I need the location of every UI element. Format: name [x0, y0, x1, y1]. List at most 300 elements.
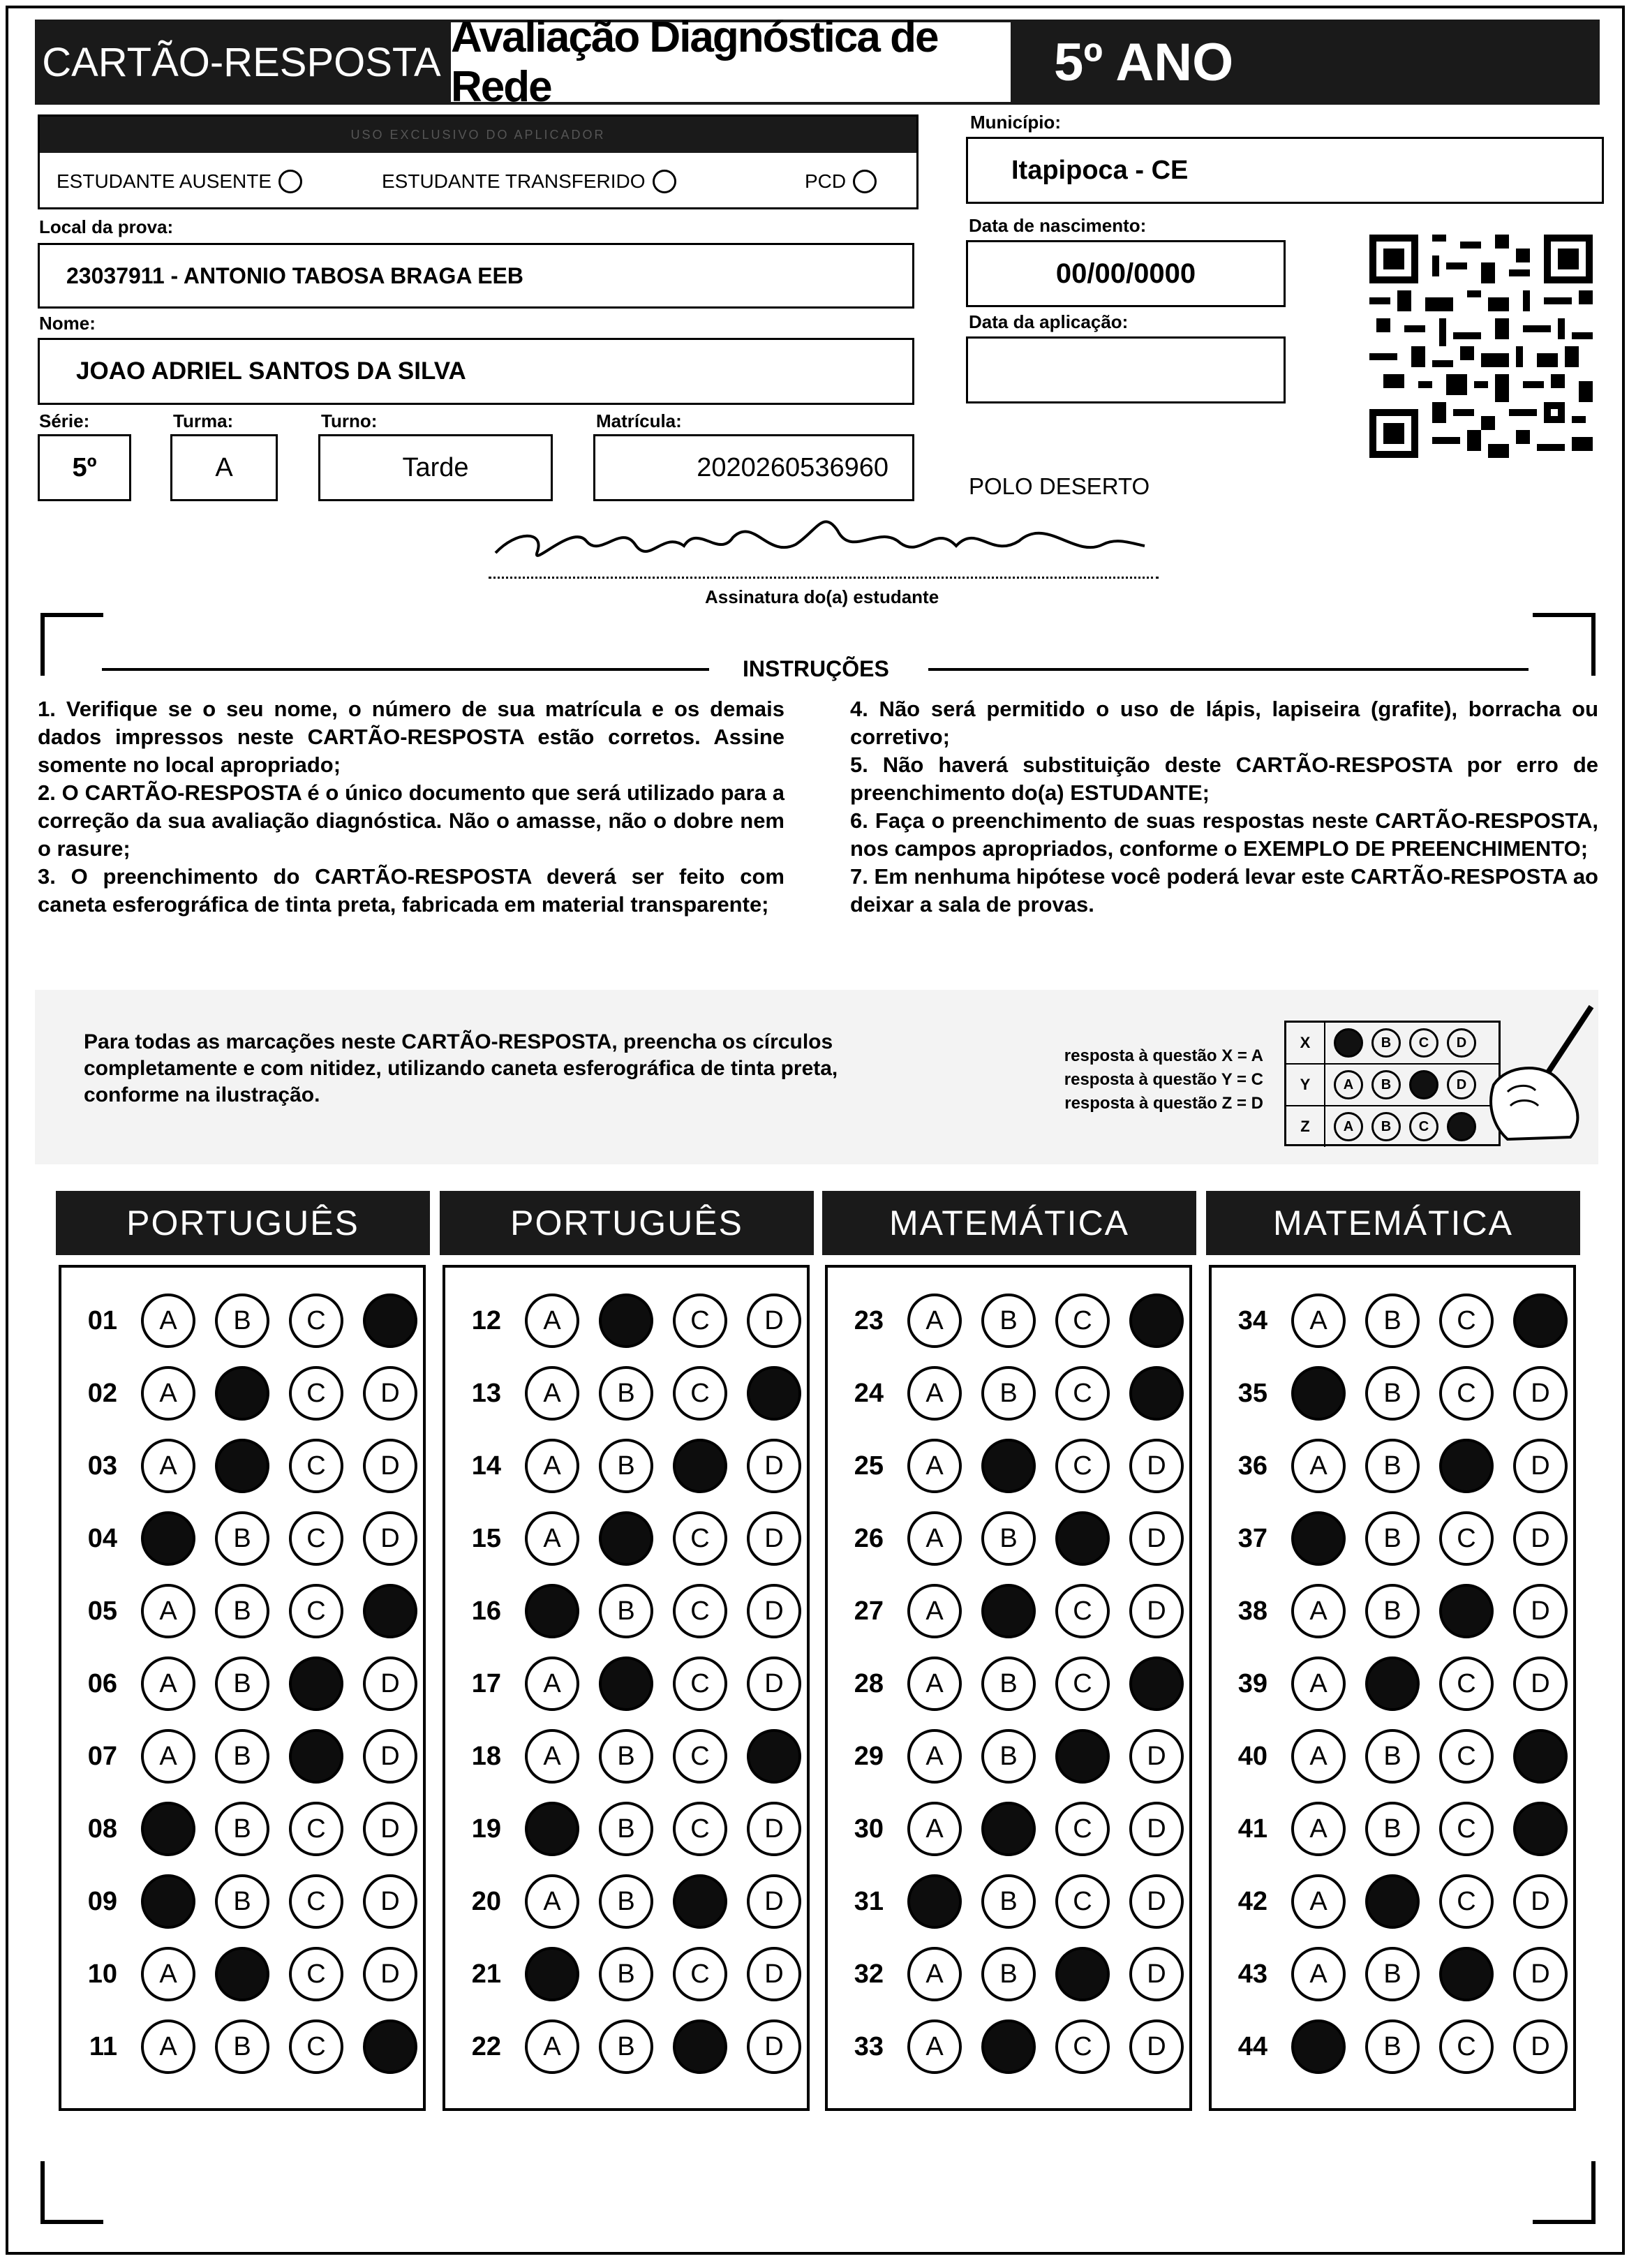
answer-bubble[interactable]: B: [215, 1584, 269, 1638]
absent-checkbox[interactable]: [278, 170, 302, 193]
answer-bubble[interactable]: D: [1129, 1511, 1184, 1566]
question-row: [61, 1430, 423, 1502]
answer-bubble-filled[interactable]: [289, 1656, 343, 1711]
example-bubble: D: [1447, 1028, 1476, 1058]
section-title: PORTUGUÊS: [56, 1191, 430, 1255]
question-row: [1212, 1938, 1573, 2010]
question-number: 30: [854, 1814, 884, 1844]
answer-bubble[interactable]: C: [673, 1511, 727, 1566]
turno-field: Tarde: [318, 434, 553, 501]
answer-bubble-filled[interactable]: [1129, 1656, 1184, 1711]
answer-bubble[interactable]: B: [1365, 1511, 1420, 1566]
answer-bubble[interactable]: B: [599, 1366, 653, 1421]
question-number: 15: [471, 1523, 501, 1553]
answer-bubble[interactable]: B: [1365, 1366, 1420, 1421]
question-number: 14: [471, 1451, 501, 1481]
answer-bubble[interactable]: B: [1365, 1294, 1420, 1348]
answer-bubble[interactable]: C: [1439, 1874, 1494, 1929]
answer-bubble[interactable]: B: [599, 1729, 653, 1784]
corner-mark-bottom-right: [1533, 2161, 1596, 2224]
question-row: [828, 1865, 1189, 1938]
question-number: 22: [471, 2031, 501, 2061]
municipio-field: Itapipoca - CE: [966, 137, 1604, 204]
question-number: 25: [854, 1451, 884, 1481]
question-number: 41: [1237, 1814, 1267, 1844]
answer-bubble-filled[interactable]: [141, 1511, 195, 1566]
answer-bubble[interactable]: B: [981, 1947, 1036, 2001]
answer-bubble[interactable]: B: [1365, 1439, 1420, 1493]
question-row: [1212, 1284, 1573, 1357]
question-row: [828, 1647, 1189, 1720]
answer-bubble[interactable]: D: [747, 2019, 801, 2074]
pcd-checkbox[interactable]: [853, 170, 877, 193]
example-row-label: Z: [1286, 1106, 1325, 1147]
answer-bubble-filled[interactable]: [525, 1584, 579, 1638]
question-row: [1212, 1720, 1573, 1793]
answer-bubble[interactable]: C: [289, 1439, 343, 1493]
answer-bubble[interactable]: D: [1129, 1729, 1184, 1784]
nome-field: JOAO ADRIEL SANTOS DA SILVA: [38, 338, 914, 405]
question-row: [445, 1865, 807, 1938]
answer-bubble[interactable]: A: [525, 1729, 579, 1784]
transferred-option[interactable]: [382, 170, 676, 193]
answer-bubble[interactable]: C: [673, 1584, 727, 1638]
example-bubble: B: [1371, 1112, 1401, 1141]
answer-bubble[interactable]: A: [907, 1511, 962, 1566]
answer-bubble[interactable]: D: [1129, 1874, 1184, 1929]
instructions-title: INSTRUÇÕES: [743, 656, 889, 681]
answer-bubble[interactable]: C: [1439, 1294, 1494, 1348]
question-number: 23: [854, 1305, 884, 1335]
answer-bubble[interactable]: B: [1365, 1802, 1420, 1856]
answer-bubble[interactable]: A: [141, 1729, 195, 1784]
question-row: [445, 1793, 807, 1865]
question-row: [61, 1575, 423, 1647]
corner-mark-top-left: [40, 613, 103, 676]
answer-bubble[interactable]: B: [981, 1874, 1036, 1929]
question-row: [61, 1865, 423, 1938]
answer-bubble-filled[interactable]: [747, 1366, 801, 1421]
answer-bubble[interactable]: A: [1291, 1584, 1346, 1638]
answer-bubble[interactable]: C: [673, 1802, 727, 1856]
answer-bubble-filled[interactable]: [1129, 1366, 1184, 1421]
exam-title: Avaliação Diagnóstica de Rede: [448, 20, 1013, 105]
answer-bubble[interactable]: B: [599, 1947, 653, 2001]
answer-bubble[interactable]: A: [525, 1294, 579, 1348]
answer-bubble[interactable]: D: [747, 1947, 801, 2001]
answer-bubble[interactable]: D: [1513, 1511, 1568, 1566]
answer-bubble[interactable]: D: [363, 1729, 417, 1784]
answer-bubble[interactable]: D: [1513, 2019, 1568, 2074]
answer-bubble[interactable]: C: [1055, 1802, 1110, 1856]
answer-bubble[interactable]: D: [363, 1656, 417, 1711]
answer-bubble[interactable]: A: [141, 1656, 195, 1711]
question-number: 40: [1237, 1741, 1267, 1771]
answer-bubble[interactable]: A: [1291, 1947, 1346, 2001]
answer-bubble-filled[interactable]: [215, 1947, 269, 2001]
answer-bubble-filled[interactable]: [981, 1584, 1036, 1638]
answer-bubble[interactable]: D: [747, 1294, 801, 1348]
grade-title: 5º ANO: [1013, 20, 1600, 105]
answer-bubble-filled[interactable]: [1291, 1366, 1346, 1421]
answer-bubble[interactable]: C: [1439, 1511, 1494, 1566]
example-row-label: X: [1286, 1023, 1325, 1063]
example-answer-x: resposta à questão X = A: [1064, 1046, 1263, 1065]
instruction-6: 6. Faça o preenchimento de suas respostas neste CARTÃO-RESPOSTA, nos campos apropriados, conforme o EXEMPLO DE PREENCHIMENTO;: [850, 808, 1598, 861]
answer-bubble[interactable]: A: [907, 1656, 962, 1711]
answer-bubble-filled[interactable]: [1365, 1874, 1420, 1929]
answer-bubble[interactable]: C: [673, 1366, 727, 1421]
pcd-label: PCD: [805, 170, 847, 192]
answer-bubble[interactable]: D: [1513, 1656, 1568, 1711]
answer-bubble-filled[interactable]: [363, 1584, 417, 1638]
answer-bubble[interactable]: A: [525, 1656, 579, 1711]
question-row: [445, 1720, 807, 1793]
answer-bubble[interactable]: D: [1513, 1366, 1568, 1421]
question-number: 31: [854, 1886, 884, 1916]
section-box: [59, 1265, 426, 2111]
transferred-checkbox[interactable]: [653, 170, 676, 193]
section-box: [825, 1265, 1192, 2111]
answer-bubble[interactable]: B: [599, 1874, 653, 1929]
question-row: [1212, 2010, 1573, 2083]
answer-bubble[interactable]: B: [1365, 2019, 1420, 2074]
answer-bubble[interactable]: D: [1129, 1439, 1184, 1493]
answer-bubble[interactable]: A: [1291, 1294, 1346, 1348]
answer-bubble[interactable]: D: [1129, 1947, 1184, 2001]
answer-bubble[interactable]: B: [981, 1294, 1036, 1348]
question-number: 11: [89, 2031, 117, 2061]
answer-bubble-filled[interactable]: [1291, 1511, 1346, 1566]
answer-bubble[interactable]: A: [1291, 1802, 1346, 1856]
example-bubble: C: [1409, 1112, 1438, 1141]
answer-bubble-filled[interactable]: [1129, 1294, 1184, 1348]
answer-bubble[interactable]: C: [1439, 1729, 1494, 1784]
answer-bubble[interactable]: A: [907, 1802, 962, 1856]
answer-bubble[interactable]: D: [363, 1439, 417, 1493]
question-number: 13: [471, 1378, 501, 1408]
corner-mark-top-right: [1533, 613, 1596, 676]
answer-bubble-filled[interactable]: [981, 2019, 1036, 2074]
answer-bubble[interactable]: A: [1291, 1439, 1346, 1493]
question-row: [1212, 1647, 1573, 1720]
answer-bubble[interactable]: D: [747, 1511, 801, 1566]
answer-bubble[interactable]: C: [1055, 1439, 1110, 1493]
answer-bubble-filled[interactable]: [1055, 1729, 1110, 1784]
answer-bubble[interactable]: D: [1129, 1802, 1184, 1856]
question-row: [445, 1284, 807, 1357]
question-row: [61, 1720, 423, 1793]
answer-bubble[interactable]: A: [141, 1947, 195, 2001]
answer-bubble[interactable]: D: [747, 1584, 801, 1638]
question-number: 44: [1237, 2031, 1267, 2061]
signature-line: [489, 577, 1159, 579]
answer-bubble[interactable]: A: [525, 2019, 579, 2074]
question-row: [61, 1793, 423, 1865]
question-number: 24: [854, 1378, 884, 1408]
section-box: [443, 1265, 810, 2111]
answer-bubble[interactable]: A: [1291, 1729, 1346, 1784]
card-title: CARTÃO-RESPOSTA: [35, 20, 448, 105]
turno-label: Turno:: [321, 410, 378, 431]
answer-bubble[interactable]: B: [215, 1874, 269, 1929]
answer-bubble[interactable]: C: [289, 1802, 343, 1856]
answer-bubble[interactable]: D: [363, 1511, 417, 1566]
answer-bubble[interactable]: A: [907, 1366, 962, 1421]
question-number: 02: [87, 1378, 117, 1408]
answer-bubble[interactable]: A: [1291, 1656, 1346, 1711]
question-number: 05: [87, 1596, 117, 1626]
question-number: 20: [471, 1886, 501, 1916]
answer-bubble-filled[interactable]: [907, 1874, 962, 1929]
answer-bubble[interactable]: C: [1055, 2019, 1110, 2074]
answer-bubble-filled[interactable]: [525, 1802, 579, 1856]
answer-bubble[interactable]: A: [907, 2019, 962, 2074]
applicator-box: [38, 114, 919, 209]
answer-bubble[interactable]: B: [215, 2019, 269, 2074]
answer-bubble-filled[interactable]: [289, 1729, 343, 1784]
answer-bubble[interactable]: C: [289, 1947, 343, 2001]
question-number: 42: [1237, 1886, 1267, 1916]
instruction-7: 7. Em nenhuma hipótese você poderá levar este CARTÃO-RESPOSTA ao deixar a sala de provas.: [850, 864, 1598, 917]
question-row: [828, 1793, 1189, 1865]
answer-bubble[interactable]: C: [1055, 1294, 1110, 1348]
answer-bubble[interactable]: D: [363, 1947, 417, 2001]
municipio-label: Município:: [970, 112, 1061, 133]
question-row: [828, 1938, 1189, 2010]
signature-scribble-icon: [489, 503, 1159, 579]
answer-bubble-filled[interactable]: [599, 1294, 653, 1348]
answer-bubble-filled[interactable]: [1291, 2019, 1346, 2074]
answer-bubble-filled[interactable]: [1439, 1947, 1494, 2001]
answer-bubble[interactable]: C: [673, 1947, 727, 2001]
polo-label: POLO DESERTO: [969, 473, 1150, 499]
question-number: 43: [1237, 1959, 1267, 1989]
question-number: 09: [87, 1886, 117, 1916]
question-row: [61, 2010, 423, 2083]
answer-bubble[interactable]: B: [215, 1511, 269, 1566]
answer-bubble-filled[interactable]: [525, 1947, 579, 2001]
absent-option[interactable]: [57, 170, 302, 193]
local-label: Local da prova:: [39, 216, 174, 237]
absent-label: ESTUDANTE AUSENTE: [57, 170, 272, 192]
answer-bubble[interactable]: B: [599, 1802, 653, 1856]
answer-bubble-filled[interactable]: [673, 1439, 727, 1493]
question-row: [828, 1720, 1189, 1793]
answer-bubble[interactable]: C: [673, 1729, 727, 1784]
answer-bubble[interactable]: D: [363, 1366, 417, 1421]
answer-bubble[interactable]: A: [141, 2019, 195, 2074]
answer-bubble[interactable]: A: [907, 1729, 962, 1784]
instructions-right-column: [850, 695, 1598, 919]
signature-label: Assinatura do(a) estudante: [705, 586, 939, 607]
example-bubble: [1409, 1070, 1438, 1099]
answer-bubble[interactable]: C: [1439, 1656, 1494, 1711]
example-bubble: B: [1371, 1028, 1401, 1058]
answer-bubble[interactable]: A: [141, 1584, 195, 1638]
question-row: [445, 1647, 807, 1720]
example-row-label: Y: [1286, 1065, 1325, 1105]
question-number: 03: [87, 1451, 117, 1481]
application-label: Data da aplicação:: [969, 311, 1129, 332]
answer-bubble[interactable]: C: [1439, 1366, 1494, 1421]
answer-bubble-filled[interactable]: [363, 1294, 417, 1348]
answer-bubble[interactable]: C: [289, 1584, 343, 1638]
answer-bubble[interactable]: B: [599, 1584, 653, 1638]
answer-bubble[interactable]: D: [747, 1656, 801, 1711]
answer-bubble[interactable]: B: [981, 1511, 1036, 1566]
answer-bubble[interactable]: A: [1291, 1874, 1346, 1929]
example-answers: [977, 1044, 1263, 1116]
answer-bubble-filled[interactable]: [1513, 1294, 1568, 1348]
serie-label: Série:: [39, 410, 90, 431]
pcd-option[interactable]: [805, 170, 877, 193]
answer-bubble[interactable]: D: [1513, 1947, 1568, 2001]
answer-bubble[interactable]: D: [747, 1802, 801, 1856]
answer-bubble[interactable]: C: [1439, 1802, 1494, 1856]
answer-bubble-filled[interactable]: [1439, 1439, 1494, 1493]
section-title: MATEMÁTICA: [1206, 1191, 1580, 1255]
answer-bubble-filled[interactable]: [673, 2019, 727, 2074]
answer-bubble[interactable]: C: [673, 1294, 727, 1348]
answer-bubble[interactable]: D: [747, 1439, 801, 1493]
answer-bubble[interactable]: D: [1129, 2019, 1184, 2074]
question-number: 12: [471, 1305, 501, 1335]
question-number: 27: [854, 1596, 884, 1626]
answer-bubble-filled[interactable]: [1513, 1729, 1568, 1784]
answer-bubble[interactable]: C: [1055, 1584, 1110, 1638]
question-number: 26: [854, 1523, 884, 1553]
answer-bubble-filled[interactable]: [599, 1511, 653, 1566]
question-row: [1212, 1793, 1573, 1865]
answer-bubble[interactable]: C: [289, 2019, 343, 2074]
answer-bubble-filled[interactable]: [363, 2019, 417, 2074]
answer-bubble[interactable]: D: [1513, 1874, 1568, 1929]
answer-bubble[interactable]: A: [907, 1947, 962, 2001]
answer-bubble[interactable]: A: [907, 1584, 962, 1638]
answer-bubble[interactable]: D: [363, 1874, 417, 1929]
answer-bubble[interactable]: B: [1365, 1729, 1420, 1784]
question-row: [445, 1502, 807, 1575]
answer-bubble-filled[interactable]: [1365, 1656, 1420, 1711]
question-row: [61, 1647, 423, 1720]
answer-bubble[interactable]: A: [141, 1294, 195, 1348]
answer-bubble[interactable]: B: [981, 1656, 1036, 1711]
answer-bubble[interactable]: C: [1439, 2019, 1494, 2074]
hand-with-pen-icon: [1466, 1001, 1605, 1141]
answer-bubble[interactable]: C: [1055, 1874, 1110, 1929]
section-box: [1209, 1265, 1576, 2111]
example-answer-y: resposta à questão Y = C: [1064, 1070, 1263, 1089]
instructions-left-column: [38, 695, 784, 919]
answer-bubble[interactable]: B: [215, 1802, 269, 1856]
answer-bubble[interactable]: A: [141, 1366, 195, 1421]
instruction-4: 4. Não será permitido o uso de lápis, lapiseira (grafite), borracha ou corretivo;: [850, 697, 1598, 749]
answer-bubble[interactable]: A: [525, 1439, 579, 1493]
answer-bubble[interactable]: C: [289, 1511, 343, 1566]
question-number: 28: [854, 1668, 884, 1698]
answer-bubble-filled[interactable]: [673, 1874, 727, 1929]
answer-bubble-filled[interactable]: [1513, 1802, 1568, 1856]
answer-bubble[interactable]: A: [907, 1439, 962, 1493]
answer-bubble-filled[interactable]: [215, 1366, 269, 1421]
answer-bubble[interactable]: B: [1365, 1584, 1420, 1638]
answer-bubble[interactable]: B: [215, 1656, 269, 1711]
answer-bubble[interactable]: B: [215, 1729, 269, 1784]
answer-bubble-filled[interactable]: [981, 1802, 1036, 1856]
question-number: 08: [87, 1814, 117, 1844]
question-row: [61, 1284, 423, 1357]
instructions-rule-left: [102, 668, 709, 671]
answer-bubble[interactable]: D: [1513, 1584, 1568, 1638]
instruction-3: 3. O preenchimento do CARTÃO-RESPOSTA deverá ser feito com caneta esferográfica de tinta preta, fabricada em material transparente;: [38, 864, 784, 917]
answer-bubble[interactable]: D: [1513, 1439, 1568, 1493]
birth-label: Data de nascimento:: [969, 215, 1147, 236]
answer-bubble-filled[interactable]: [599, 1656, 653, 1711]
example-text: Para todas as marcações neste CARTÃO-RESPOSTA, preencha os círculos completamente e com nitidez, utilizando caneta esferográfica de tinta preta, conforme na ilustração.: [84, 1030, 838, 1106]
answer-bubble[interactable]: C: [289, 1874, 343, 1929]
example-bubble: D: [1447, 1070, 1476, 1099]
corner-mark-bottom-left: [40, 2161, 103, 2224]
answer-bubble-filled[interactable]: [981, 1439, 1036, 1493]
answer-bubble[interactable]: B: [981, 1729, 1036, 1784]
answer-bubble[interactable]: A: [907, 1294, 962, 1348]
question-number: 29: [854, 1741, 884, 1771]
answer-bubble[interactable]: B: [1365, 1947, 1420, 2001]
example-bubble: B: [1371, 1070, 1401, 1099]
question-number: 34: [1237, 1305, 1267, 1335]
turma-field: A: [170, 434, 278, 501]
answer-bubble-filled[interactable]: [1055, 1511, 1110, 1566]
answer-bubble[interactable]: C: [289, 1366, 343, 1421]
question-row: [61, 1502, 423, 1575]
answer-bubble[interactable]: B: [599, 2019, 653, 2074]
question-number: 10: [87, 1959, 117, 1989]
answer-bubble-filled[interactable]: [141, 1874, 195, 1929]
instruction-1: 1. Verifique se o seu nome, o número de sua matrícula e os demais dados impressos neste CARTÃO-RESPOSTA estão corretos. Assine somente no local apropriado;: [38, 697, 784, 777]
answer-bubble[interactable]: B: [215, 1294, 269, 1348]
question-row: [445, 1575, 807, 1647]
answer-bubble-filled[interactable]: [141, 1802, 195, 1856]
answer-bubble[interactable]: B: [981, 1366, 1036, 1421]
answer-bubble[interactable]: C: [673, 1656, 727, 1711]
answer-bubble-filled[interactable]: [1055, 1947, 1110, 2001]
question-row: [1212, 1430, 1573, 1502]
answer-bubble[interactable]: D: [363, 1802, 417, 1856]
question-number: 35: [1237, 1378, 1267, 1408]
question-number: 32: [854, 1959, 884, 1989]
example-bubble: A: [1334, 1070, 1363, 1099]
answer-bubble[interactable]: A: [141, 1439, 195, 1493]
answer-bubble[interactable]: A: [525, 1511, 579, 1566]
answer-bubble[interactable]: D: [1129, 1584, 1184, 1638]
answer-bubble[interactable]: A: [525, 1874, 579, 1929]
answer-bubble[interactable]: D: [747, 1874, 801, 1929]
answer-bubble-filled[interactable]: [215, 1439, 269, 1493]
answer-bubble-filled[interactable]: [1439, 1584, 1494, 1638]
answer-bubble[interactable]: C: [1055, 1366, 1110, 1421]
answer-bubble[interactable]: C: [1055, 1656, 1110, 1711]
example-answer-z: resposta à questão Z = D: [1064, 1094, 1263, 1113]
answer-bubble[interactable]: C: [289, 1294, 343, 1348]
question-row: [61, 1357, 423, 1430]
answer-bubble-filled[interactable]: [747, 1729, 801, 1784]
question-row: [828, 2010, 1189, 2083]
answer-bubble[interactable]: B: [599, 1439, 653, 1493]
example-bubble: A: [1334, 1112, 1363, 1141]
question-number: 06: [87, 1668, 117, 1698]
answer-bubble[interactable]: A: [525, 1366, 579, 1421]
